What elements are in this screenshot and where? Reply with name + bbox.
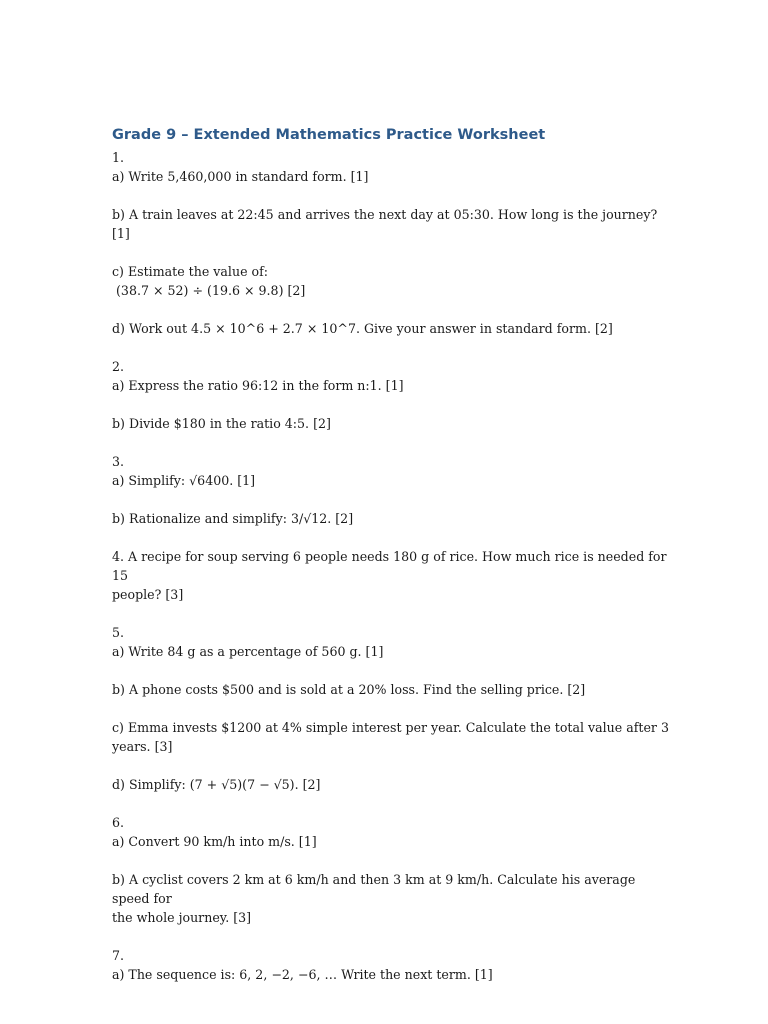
question-3a: a) Simplify: √6400. [1] [112, 473, 256, 488]
spacer [112, 300, 672, 319]
question-5a: a) Write 84 g as a percentage of 560 g. [1] [112, 644, 384, 659]
spacer [112, 338, 672, 357]
spacer [112, 661, 672, 680]
spacer [112, 699, 672, 718]
question-4-line-1: 4. A recipe for soup serving 6 people needs 180 g of rice. How much rice is needed for 15 [112, 549, 671, 583]
question-1b: b) A train leaves at 22:45 and arrives the next day at 05:30. How long is the journey? [1] [112, 207, 662, 241]
question-2a: a) Express the ratio 96:12 in the form n:1. [1] [112, 378, 404, 393]
question-1-number: 1. [112, 150, 125, 165]
question-4-line-2: people? [3] [112, 587, 184, 602]
spacer [112, 604, 672, 623]
question-5d: d) Simplify: (7 + √5)(7 − √5). [2] [112, 777, 321, 792]
spacer [112, 395, 672, 414]
question-6b-line-1: b) A cyclist covers 2 km at 6 km/h and then 3 km at 9 km/h. Calculate his average speed for [112, 872, 640, 906]
question-1c-prompt: c) Estimate the value of: [112, 264, 269, 279]
spacer [112, 851, 672, 870]
spacer [112, 794, 672, 813]
question-5-number: 5. [112, 625, 125, 640]
question-1d: d) Work out 4.5 × 10^6 + 2.7 × 10^7. Give your answer in standard form. [2] [112, 321, 613, 336]
question-1c-expression: (38.7 × 52) ÷ (19.6 × 9.8) [2] [112, 283, 306, 298]
question-3 [112, 452, 672, 547]
question-3b: b) Rationalize and simplify: 3/√12. [2] [112, 511, 354, 526]
question-2-number: 2. [112, 359, 125, 374]
question-7 [112, 946, 672, 984]
spacer [112, 756, 672, 775]
spacer [112, 186, 672, 205]
spacer [112, 927, 672, 946]
question-7-number: 7. [112, 948, 125, 963]
question-4 [112, 547, 672, 623]
worksheet-title: Grade 9 – Extended Mathematics Practice Worksheet [112, 127, 546, 143]
question-5c-line-1: c) Emma invests $1200 at 4% simple interest per year. Calculate the total value after 3 [112, 720, 669, 735]
question-5 [112, 623, 672, 813]
question-2 [112, 357, 672, 452]
spacer [112, 528, 672, 547]
question-5b: b) A phone costs $500 and is sold at a 20% loss. Find the selling price. [2] [112, 682, 586, 697]
question-3-number: 3. [112, 454, 125, 469]
question-1 [112, 148, 672, 357]
spacer [112, 490, 672, 509]
question-6a: a) Convert 90 km/h into m/s. [1] [112, 834, 317, 849]
question-6b-line-2: the whole journey. [3] [112, 910, 252, 925]
spacer [112, 433, 672, 452]
question-7a: a) The sequence is: 6, 2, −2, −6, … Write the next term. [1] [112, 967, 493, 982]
question-6 [112, 813, 672, 946]
question-1a: a) Write 5,460,000 in standard form. [1] [112, 169, 369, 184]
question-2b: b) Divide $180 in the ratio 4:5. [2] [112, 416, 331, 431]
worksheet-page [112, 124, 672, 984]
question-5c-line-2: years. [3] [112, 739, 173, 754]
question-6-number: 6. [112, 815, 125, 830]
spacer [112, 243, 672, 262]
